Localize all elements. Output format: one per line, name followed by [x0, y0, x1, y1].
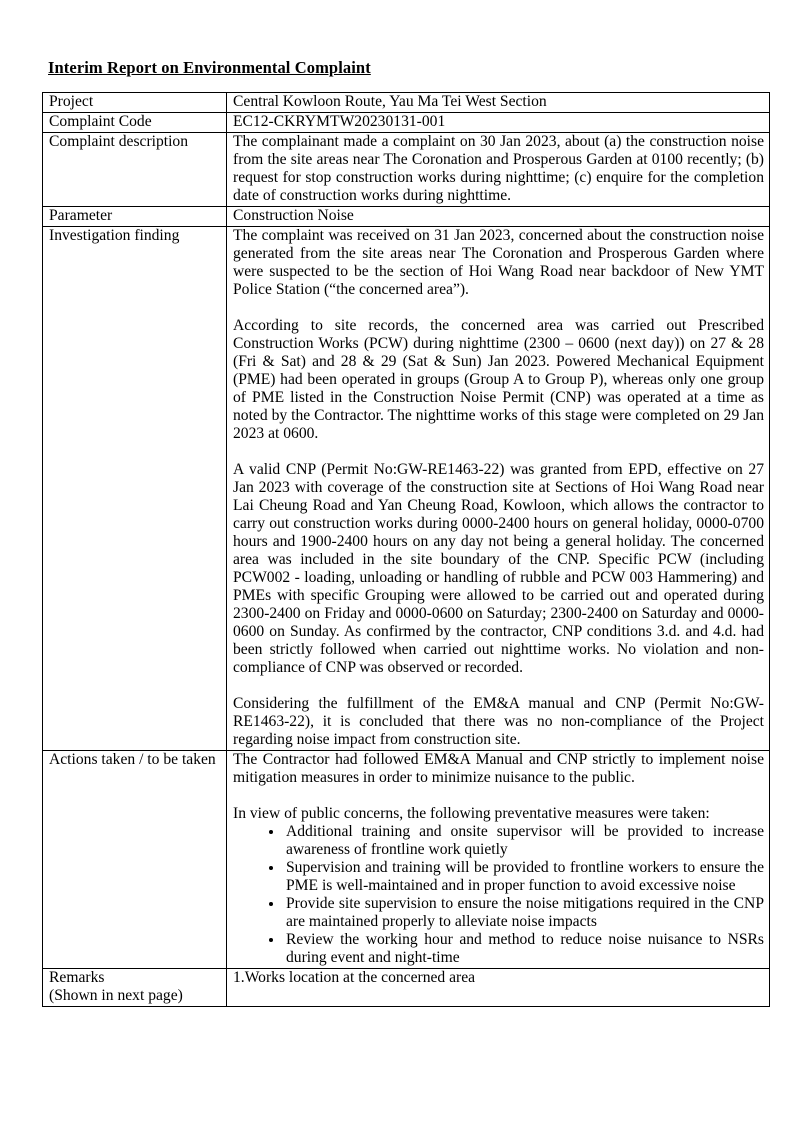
table-row [43, 113, 770, 133]
row-label-line: Remarks [49, 969, 105, 986]
row-value-cell [227, 751, 770, 969]
bullet-item: • Supervision and training will be provided to frontline workers to ensure the PME is well-maintained and in proper function to avoid excessive noise [284, 859, 764, 895]
blank-line [233, 299, 764, 317]
row-label-line: Complaint description [49, 133, 189, 150]
row-label-cell [43, 207, 227, 227]
bullet-item: • Additional training and onsite supervisor will be provided to increase awareness of frontline work quietly [284, 823, 764, 859]
paragraph: In view of public concerns, the following preventative measures were taken: [233, 805, 710, 822]
bullet-item: • Provide site supervision to ensure the noise mitigations required in the CNP are maintained properly to alleviate noise impacts [284, 895, 764, 931]
blank-line [233, 787, 764, 805]
row-label-line: (Shown in next page) [49, 987, 183, 1004]
report-table-body [43, 93, 770, 1007]
table-row [43, 133, 770, 207]
table-row [43, 751, 770, 969]
report-table [42, 92, 770, 1007]
row-value-cell [227, 93, 770, 113]
row-label-line: Complaint Code [49, 113, 152, 130]
bullet-item: • Review the working hour and method to reduce noise nuisance to NSRs during event and night-time [284, 931, 764, 967]
paragraph: Central Kowloon Route, Yau Ma Tei West Section [233, 93, 547, 110]
row-label-cell [43, 93, 227, 113]
table-row [43, 207, 770, 227]
row-value-cell [227, 969, 770, 1007]
row-label-line: Project [49, 93, 94, 110]
paragraph: 1.Works location at the concerned area [233, 969, 476, 986]
paragraph: Considering the fulfillment of the EM&A manual and CNP (Permit No:GW-RE1463-22), it is concluded that there was no non-compliance of the Project regarding noise impact from construction site. [233, 695, 764, 748]
row-label-cell [43, 969, 227, 1007]
row-label-line: Investigation finding [49, 227, 180, 244]
row-label-cell [43, 133, 227, 207]
paragraph: A valid CNP (Permit No:GW-RE1463-22) was granted from EPD, effective on 27 Jan 2023 with coverage of the construction site at Sections of Hoi Wang Road near Lai Cheung Road and Yan Cheung Road, Kowloon, which allows the contractor to carry out construction works during 0000-2400 hours on general holiday, 0000-0700 hours and 1900-2400 hours on any day not being a general holiday. The concerned area was included in the site boundary of the CNP. Specific PCW (including PCW002 - loading, unloading or handling of rubble and PCW 003 Hammering) and PMEs with specific Grouping were allowed to be carried out and operated during 2300-2400 on Friday and 0000-0600 on Saturday; 2300-2400 on Saturday and 0000-0600 on Sunday. As confirmed by the contractor, CNP conditions 3.d. and 4.d. had been strictly followed when carried out nighttime works. No violation and non-compliance of CNP was observed or recorded. [233, 461, 764, 676]
bullet-list [233, 823, 764, 967]
row-label-line: Parameter [49, 207, 113, 224]
row-value-cell [227, 113, 770, 133]
page-title: Interim Report on Environmental Complaint [48, 58, 371, 77]
paragraph: The complainant made a complaint on 30 Jan 2023, about (a) the construction noise from the site areas near The Coronation and Prosperous Garden at 0100 recently; (b) request for stop construction works during nighttime; (c) enquire for the completion date of construction works during nighttime. [233, 133, 764, 204]
paragraph: The Contractor had followed EM&A Manual and CNP strictly to implement noise mitigation measures in order to minimize nuisance to the public. [233, 751, 764, 786]
row-label-line: Actions taken / to be taken [49, 751, 216, 768]
blank-line [233, 677, 764, 695]
paragraph: According to site records, the concerned area was carried out Prescribed Construction Works (PCW) during nighttime (2300 – 0600 (next day)) on 27 & 28 (Fri & Sat) and 28 & 29 (Sat & Sun) Jan 2023. Powered Mechanical Equipment (PME) had been operated in groups (Group A to Group P), whereas only one group of PME listed in the Construction Noise Permit (CNP) was operated at a time as noted by the Contractor. The nighttime works of this stage were completed on 29 Jan 2023 at 0600. [233, 317, 764, 442]
row-label-cell [43, 113, 227, 133]
row-label-cell [43, 751, 227, 969]
row-value-cell [227, 227, 770, 751]
table-row [43, 93, 770, 113]
paragraph: EC12-CKRYMTW20230131-001 [233, 113, 446, 130]
table-row [43, 969, 770, 1007]
row-value-cell [227, 133, 770, 207]
paragraph: The complaint was received on 31 Jan 2023, concerned about the construction noise generated from the site areas near The Coronation and Prosperous Garden where were suspected to be the section of Hoi Wang Road near backdoor of New YMT Police Station (“the concerned area”). [233, 227, 764, 298]
row-label-cell [43, 227, 227, 751]
row-value-cell [227, 207, 770, 227]
blank-line [233, 443, 764, 461]
paragraph: Construction Noise [233, 207, 354, 224]
table-row [43, 227, 770, 751]
